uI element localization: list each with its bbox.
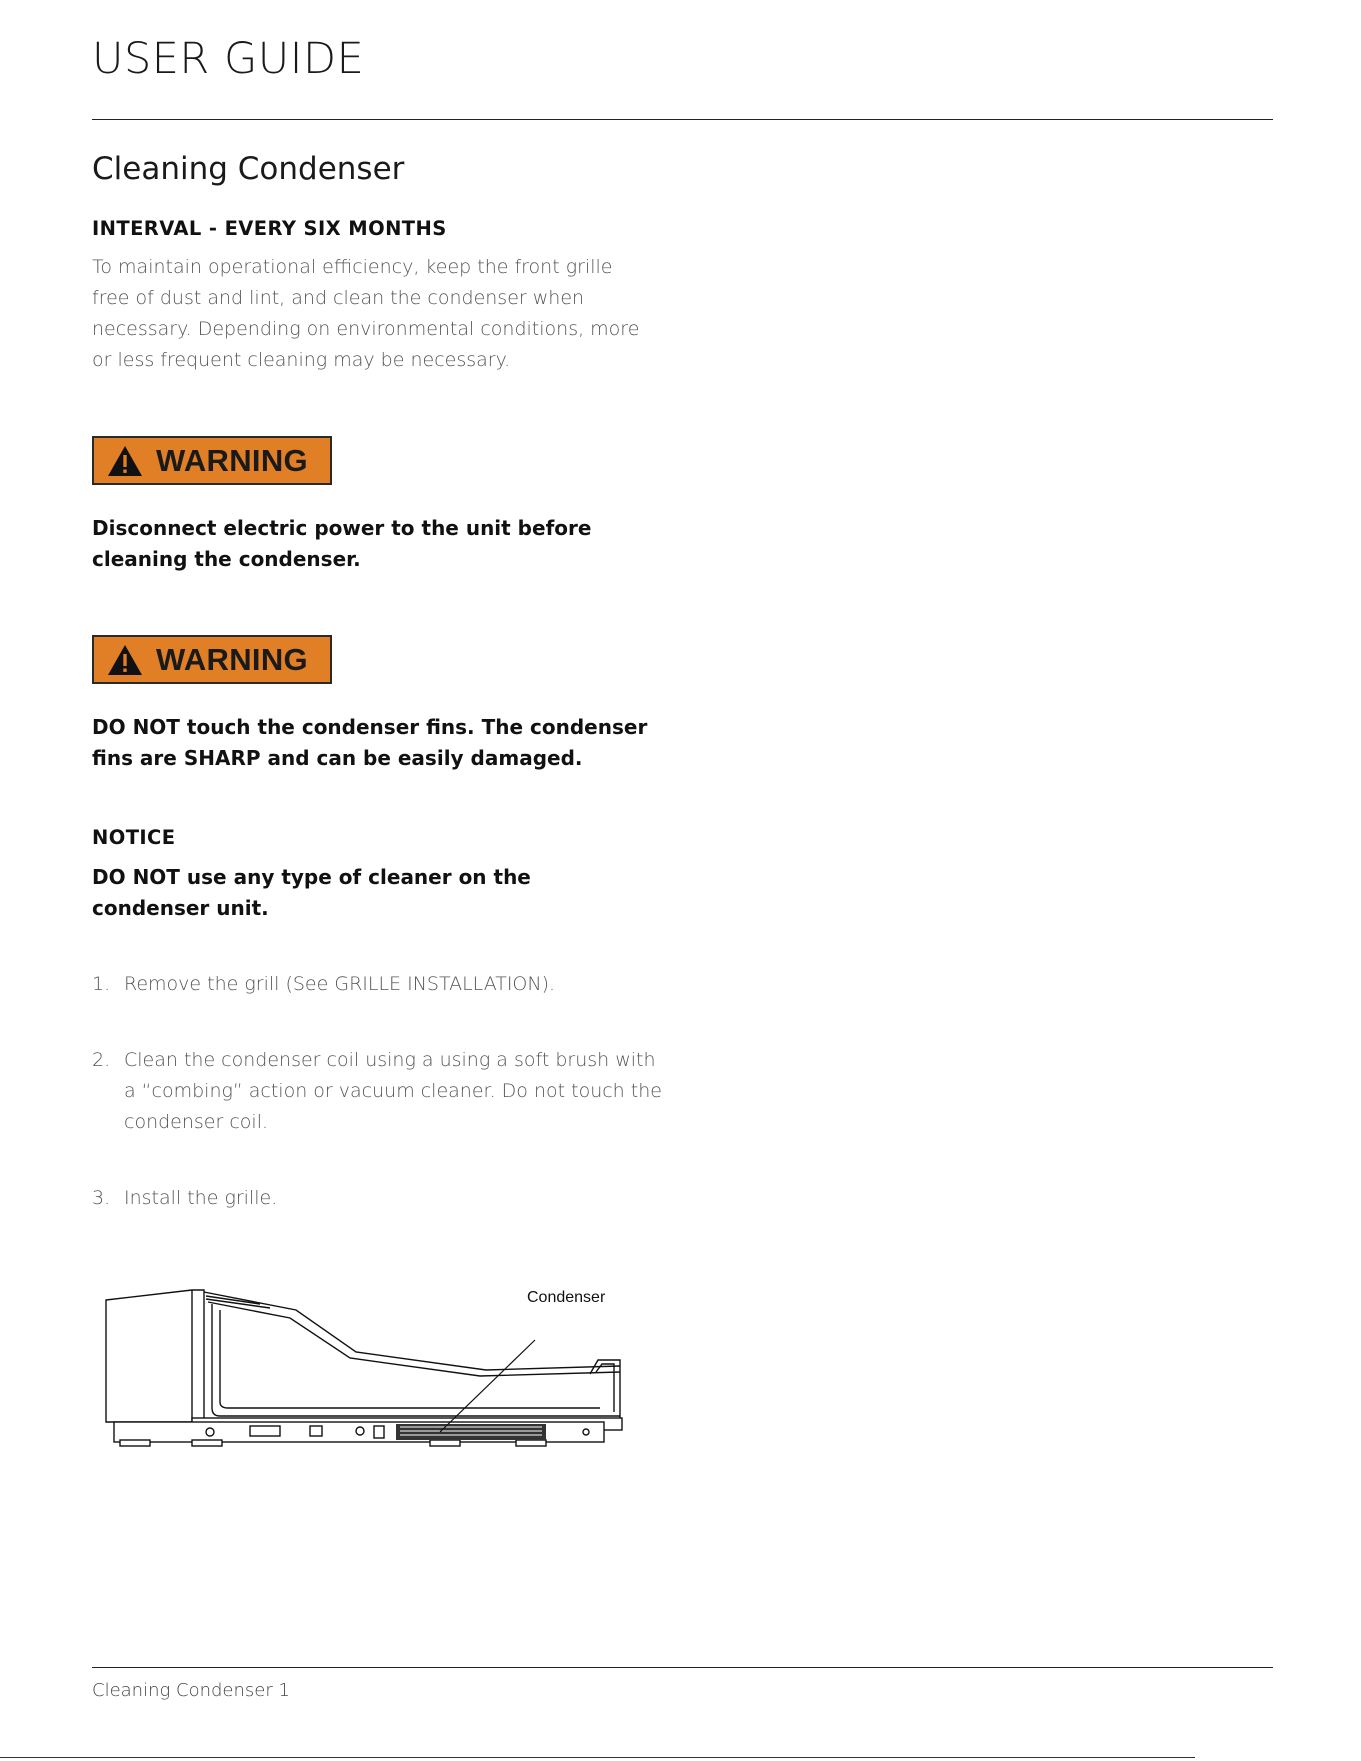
header-divider xyxy=(92,119,1273,120)
appliance-side-view-illustration xyxy=(100,1280,640,1460)
intro-paragraph: To maintain operational efficiency, keep the front grille free of dust and lint, and clean the condenser when necessary. Depending on environmental conditions, more or less frequent cleaning may be necessary. xyxy=(92,256,640,371)
interval-label: INTERVAL - EVERY SIX MONTHS xyxy=(92,217,447,240)
list-item xyxy=(92,969,672,1000)
condenser-diagram xyxy=(100,1280,640,1460)
document-title: USER GUIDE xyxy=(92,34,365,84)
footer-divider xyxy=(92,1667,1273,1668)
step-text: Remove the grill (See GRILLE INSTALLATION). xyxy=(124,973,556,995)
warning-text: Disconnect electric power to the unit before cleaning the condenser. xyxy=(92,516,592,571)
warning-banner xyxy=(92,635,332,684)
list-item xyxy=(92,1045,672,1138)
warning-banner xyxy=(92,436,332,485)
warning-label: WARNING xyxy=(156,641,308,677)
step-text: Install the grille. xyxy=(124,1187,278,1209)
notice-label: NOTICE xyxy=(92,826,176,849)
step-text: Clean the condenser coil using a using a soft brush with a “combing” action or vacuum cleaner. Do not touch the condenser coil. xyxy=(124,1049,662,1133)
warning-triangle-icon xyxy=(106,444,144,478)
list-item xyxy=(92,1183,672,1214)
steps-list xyxy=(92,969,672,1259)
warning-text: DO NOT touch the condenser fins. The condenser fins are SHARP and can be easily damaged. xyxy=(92,715,648,770)
page-edge-line xyxy=(0,1757,1195,1758)
step-number: 2. xyxy=(92,1049,111,1071)
warning-triangle-icon xyxy=(106,643,144,677)
warning-label: WARNING xyxy=(156,442,308,478)
condenser-callout-label: Condenser xyxy=(527,1289,606,1306)
section-title: Cleaning Condenser xyxy=(92,151,405,187)
step-number: 1. xyxy=(92,973,111,995)
page-footer: Cleaning Condenser 1 xyxy=(92,1680,290,1701)
notice-text: DO NOT use any type of cleaner on the condenser unit. xyxy=(92,865,531,920)
step-number: 3. xyxy=(92,1187,111,1209)
